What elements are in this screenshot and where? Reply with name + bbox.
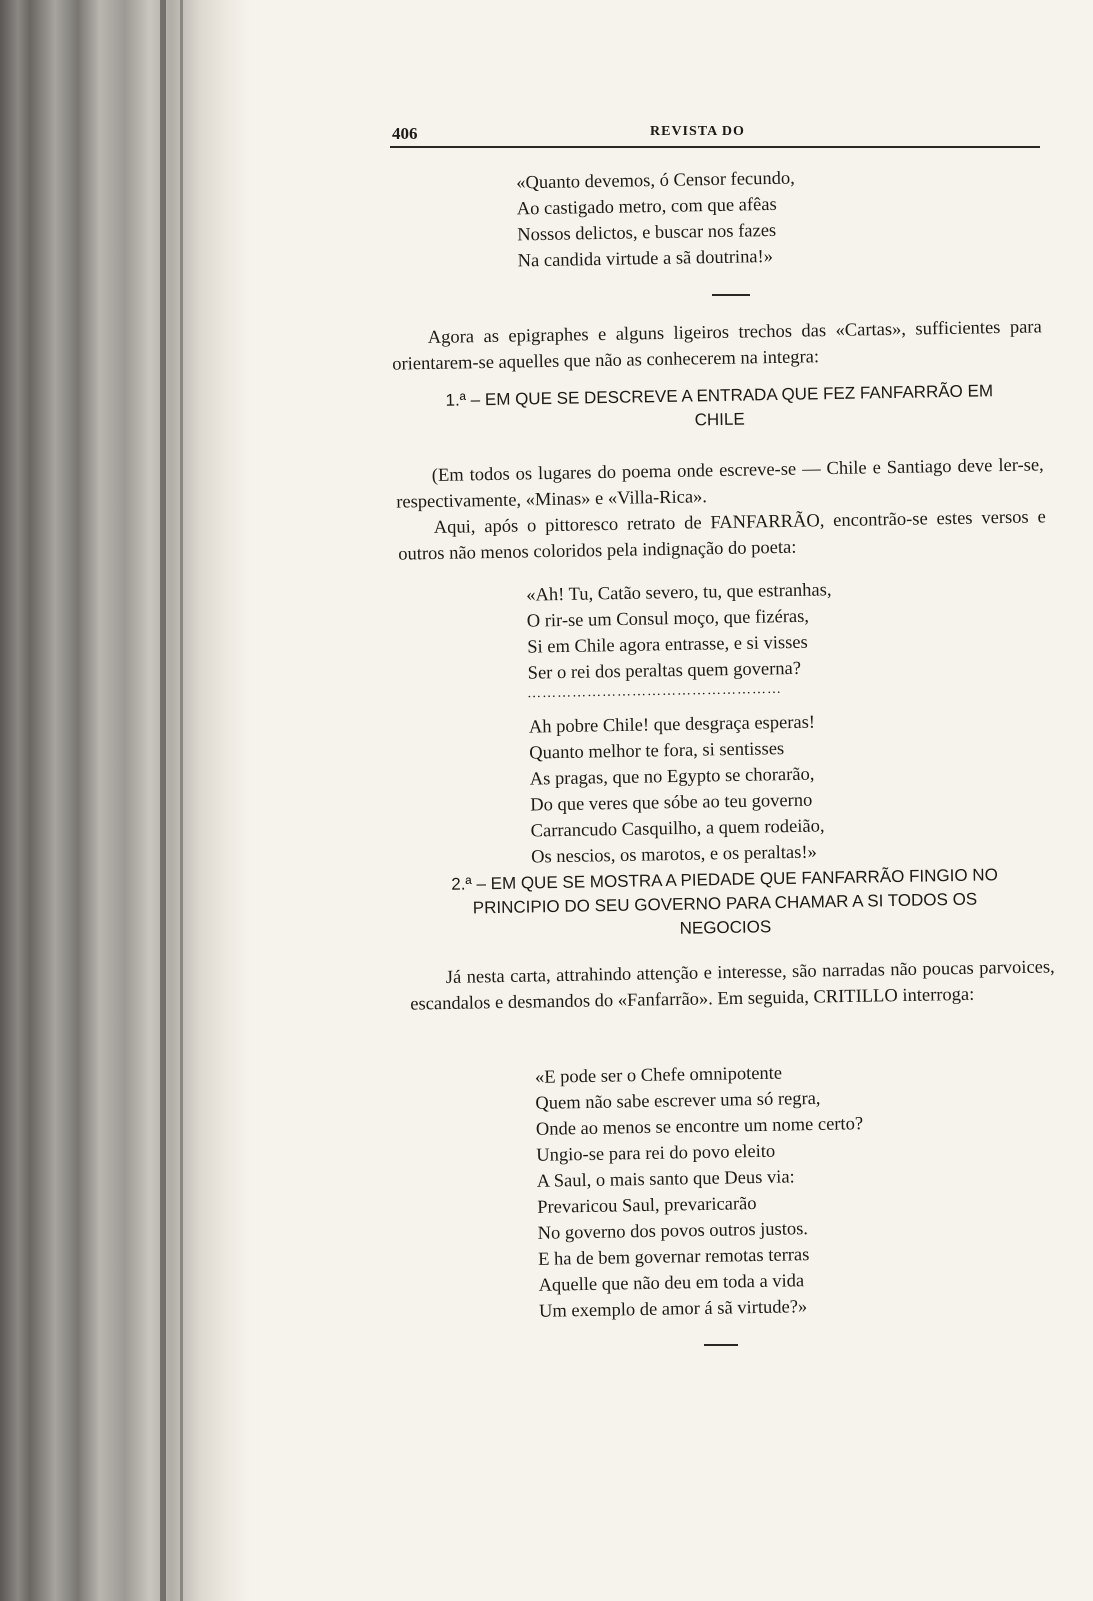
verse-line: Ungio-se para rei do povo eleito (536, 1141, 776, 1166)
verse-line: Ao castigado metro, com que afêas (516, 194, 777, 220)
verse-line: Prevaricou Saul, prevaricarão (537, 1194, 757, 1218)
running-title: REVISTA DO (650, 124, 745, 139)
section-heading-2 (399, 862, 1050, 945)
verse-line: «Quanto devemos, ó Censor fecundo, (516, 168, 795, 194)
paragraph-3: Aqui, após o pittoresco retrato de FANFARRÃO, encontrão-se estes versos e outros não menos coloridos pela indignação do poeta: (398, 507, 1046, 565)
verse-line: Os nescios, os marotos, e os peraltas!» (530, 842, 817, 868)
ellipsis-line: …………………………………………… (526, 681, 783, 702)
book-gutter-shadow (0, 0, 250, 1601)
verse-line: Aquelle que não deu em toda a vida (538, 1271, 805, 1296)
verse-line: Quem não sabe escrever uma só regra, (535, 1088, 821, 1114)
page-header (390, 120, 1040, 148)
paragraph-2: (Em todos os lugares do poema onde escreve-se — Chile e Santiago deve ler-se, respectivamente, «Minas» e «Villa-Rica». (396, 455, 1044, 513)
verse-line: E ha de bem governar remotas terras (537, 1245, 810, 1270)
gutter-edge-line-2 (180, 0, 183, 1601)
verse-line: Um exemplo de amor á sã virtude?» (538, 1297, 808, 1322)
verse-line: «Ah! Tu, Catão severo, tu, que estranhas, (526, 580, 832, 606)
heading-1-line-2: CHILE (694, 409, 745, 430)
verse-line: Si em Chile agora entrasse, e si visses (527, 632, 808, 658)
verse-line: Ser o rei dos peraltas quem governa? (527, 658, 802, 684)
separator-rule-1 (712, 294, 750, 296)
verse-line: Na candida virtude a sã doutrina!» (517, 246, 774, 272)
verse-2b (529, 709, 826, 870)
verse-line: «E pode ser o Chefe omnipotente (534, 1063, 783, 1088)
verse-line: As pragas, que no Egypto se chorarão, (529, 764, 815, 790)
gutter-edge-line (160, 0, 166, 1601)
heading-1-line-1: 1.ª – EM QUE SE DESCREVE A ENTRADA QUE FEZ FANFARRÃO EM (445, 381, 994, 410)
verse-line: Quanto melhor te fora, si sentisses (529, 739, 785, 764)
verse-3 (535, 1059, 867, 1325)
heading-2-line-3: NEGOCIOS (679, 917, 772, 938)
verse-line: Do que veres que sóbe ao teu governo (530, 790, 813, 816)
verse-line: No governo dos povos outros justos. (537, 1219, 809, 1244)
section-heading-1 (392, 378, 1048, 437)
heading-2-line-2: PRINCIPIO DO SEU GOVERNO PARA CHAMAR A SI TODOS OS (472, 889, 978, 918)
page-number: 406 (392, 124, 418, 143)
verse-line: A Saul, o mais santo que Deus via: (536, 1167, 795, 1192)
verse-line: Onde ao menos se encontre um nome certo? (535, 1114, 864, 1140)
verse-line: Ah pobre Chile! que desgraça esperas! (528, 712, 816, 738)
verse-2a (526, 577, 833, 686)
heading-2-line-1: 2.ª – EM QUE SE MOSTRA A PIEDADE QUE FANFARRÃO FINGIO NO (451, 865, 999, 894)
verse-line: Carrancudo Casquilho, a quem rodeião, (530, 816, 825, 842)
verse-line: O rir-se um Consul moço, que fizéras, (526, 606, 810, 632)
paragraph-4: Já nesta carta, attrahindo attenção e interesse, são narradas não poucas parvoices, escandalos e desmandos do «Fanfarrão». Em seguida, CRITILLO interroga: (410, 957, 1055, 1015)
separator-rule-2 (704, 1344, 738, 1346)
verse-line: Nossos delictos, e buscar nos fazes (517, 220, 777, 246)
verse-top (516, 166, 796, 275)
intro-paragraph: Agora as epigraphes e alguns ligeiros trechos das «Cartas», sufficientes para orientarem-se aquelles que não as conhecerem na integra: (392, 317, 1042, 375)
